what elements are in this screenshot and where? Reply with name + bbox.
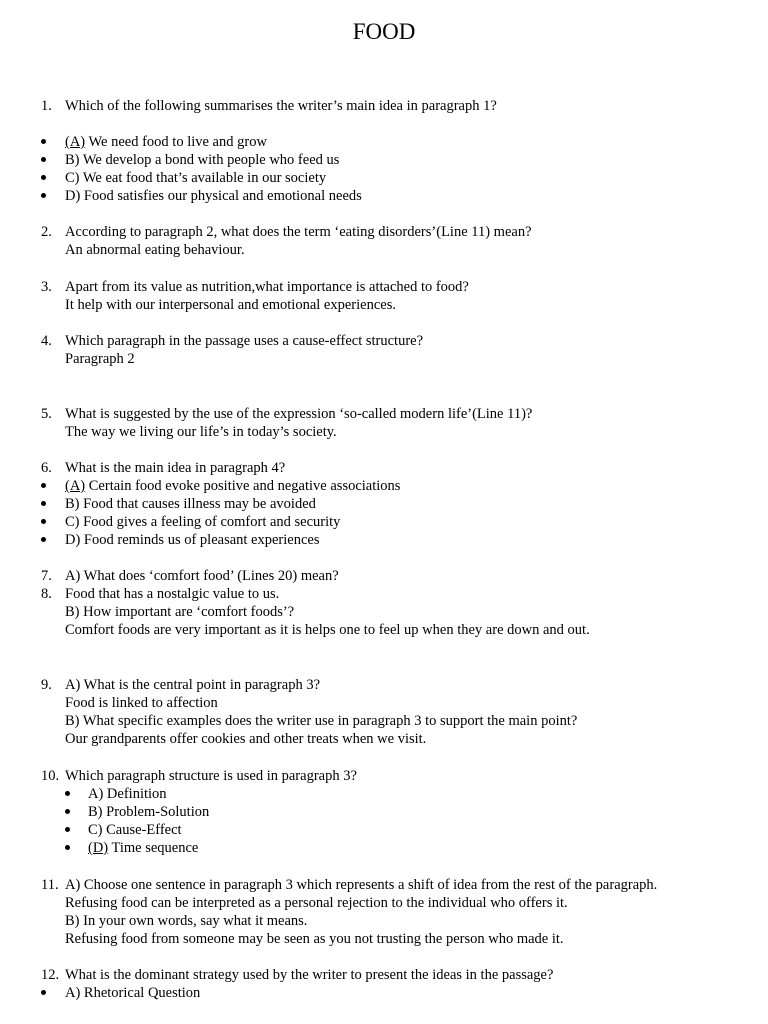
answer-text: An abnormal eating behaviour. xyxy=(65,242,245,258)
option-text: A) Rhetorical Question xyxy=(65,985,201,1001)
answer-text: Paragraph 2 xyxy=(65,351,135,367)
bullet-icon xyxy=(41,133,46,151)
answer-text: Refusing food can be interpreted as a personal rejection to the individual who offers it. xyxy=(65,895,568,911)
option-text: Time sequence xyxy=(108,840,199,856)
option-text: We need food to live and grow xyxy=(85,134,267,150)
answer-text: Comfort foods are very important as it is helps one to feel up when they are down and out. xyxy=(65,622,590,638)
question-number: 11. xyxy=(41,877,59,893)
option-text: D) Food reminds us of pleasant experiences xyxy=(65,532,320,548)
question-text: Which paragraph in the passage uses a cause-effect structure? xyxy=(65,333,424,349)
bullet-icon xyxy=(41,169,46,187)
selected-option-letter: (A) xyxy=(65,478,86,494)
question-text: What is suggested by the use of the expression ‘so-called modern life’(Line 11)? xyxy=(65,406,533,422)
option-text: C) Cause-Effect xyxy=(88,822,182,838)
answer-text: The way we living our life’s in today’s society. xyxy=(65,424,337,440)
question-number: 10. xyxy=(41,768,60,784)
option-text: C) We eat food that’s available in our society xyxy=(65,170,327,186)
question-text: Apart from its value as nutrition,what importance is attached to food? xyxy=(65,279,469,295)
question-number: 6. xyxy=(41,460,52,476)
option-text: B) Problem-Solution xyxy=(88,804,210,820)
question-number: 1. xyxy=(41,98,52,114)
bullet-icon xyxy=(41,477,46,495)
answer-text: Refusing food from someone may be seen as you not trusting the person who made it. xyxy=(65,931,564,947)
answer-text: It help with our interpersonal and emotional experiences. xyxy=(65,297,396,313)
question-number: 7. xyxy=(41,568,52,584)
option-text: A) Definition xyxy=(88,786,167,802)
question-text: B) What specific examples does the writer use in paragraph 3 to support the main point? xyxy=(65,713,578,729)
bullet-icon xyxy=(41,187,46,205)
answer-text: Food is linked to affection xyxy=(65,695,218,711)
page-title: FOOD xyxy=(352,19,416,44)
question-number: 5. xyxy=(41,406,52,422)
question-number: 3. xyxy=(41,279,52,295)
question-text: Which paragraph structure is used in paragraph 3? xyxy=(65,768,357,784)
bullet-icon xyxy=(65,803,70,821)
answer-text: Food that has a nostalgic value to us. xyxy=(65,586,280,602)
question-text: Which of the following summarises the writer’s main idea in paragraph 1? xyxy=(65,98,497,114)
option-text: Certain food evoke positive and negative associations xyxy=(85,478,401,494)
question-text: A) What is the central point in paragraph 3? xyxy=(65,677,321,693)
bullet-icon xyxy=(41,495,46,513)
question-text: According to paragraph 2, what does the term ‘eating disorders’(Line 11) mean? xyxy=(65,224,532,240)
bullet-icon xyxy=(41,531,46,549)
bullet-icon xyxy=(65,785,70,803)
question-number: 8. xyxy=(41,586,52,602)
bullet-icon xyxy=(41,151,46,169)
question-number: 12. xyxy=(41,967,60,983)
question-text: What is the dominant strategy used by the writer to present the ideas in the passage? xyxy=(65,967,554,983)
question-number: 9. xyxy=(41,677,52,693)
option-text: C) Food gives a feeling of comfort and security xyxy=(65,514,341,530)
question-text: What is the main idea in paragraph 4? xyxy=(65,460,286,476)
question-text: B) How important are ‘comfort foods’? xyxy=(65,604,295,620)
option-text: B) We develop a bond with people who feed us xyxy=(65,152,340,168)
option-text: B) Food that causes illness may be avoided xyxy=(65,496,316,512)
bullet-icon xyxy=(41,513,46,531)
bullet-icon xyxy=(65,839,70,857)
question-number: 4. xyxy=(41,333,52,349)
question-text: A) What does ‘comfort food’ (Lines 20) mean? xyxy=(65,568,339,584)
bullet-icon xyxy=(65,821,70,839)
question-text: A) Choose one sentence in paragraph 3 which represents a shift of idea from the rest of the paragraph. xyxy=(65,877,658,893)
question-text: B) In your own words, say what it means. xyxy=(65,913,308,929)
selected-option-letter: (A) xyxy=(65,134,86,150)
bullet-icon xyxy=(41,984,46,1002)
selected-option-letter: (D) xyxy=(88,840,109,856)
answer-text: Our grandparents offer cookies and other treats when we visit. xyxy=(65,731,427,747)
question-number: 2. xyxy=(41,224,52,240)
option-text: D) Food satisfies our physical and emotional needs xyxy=(65,188,362,204)
